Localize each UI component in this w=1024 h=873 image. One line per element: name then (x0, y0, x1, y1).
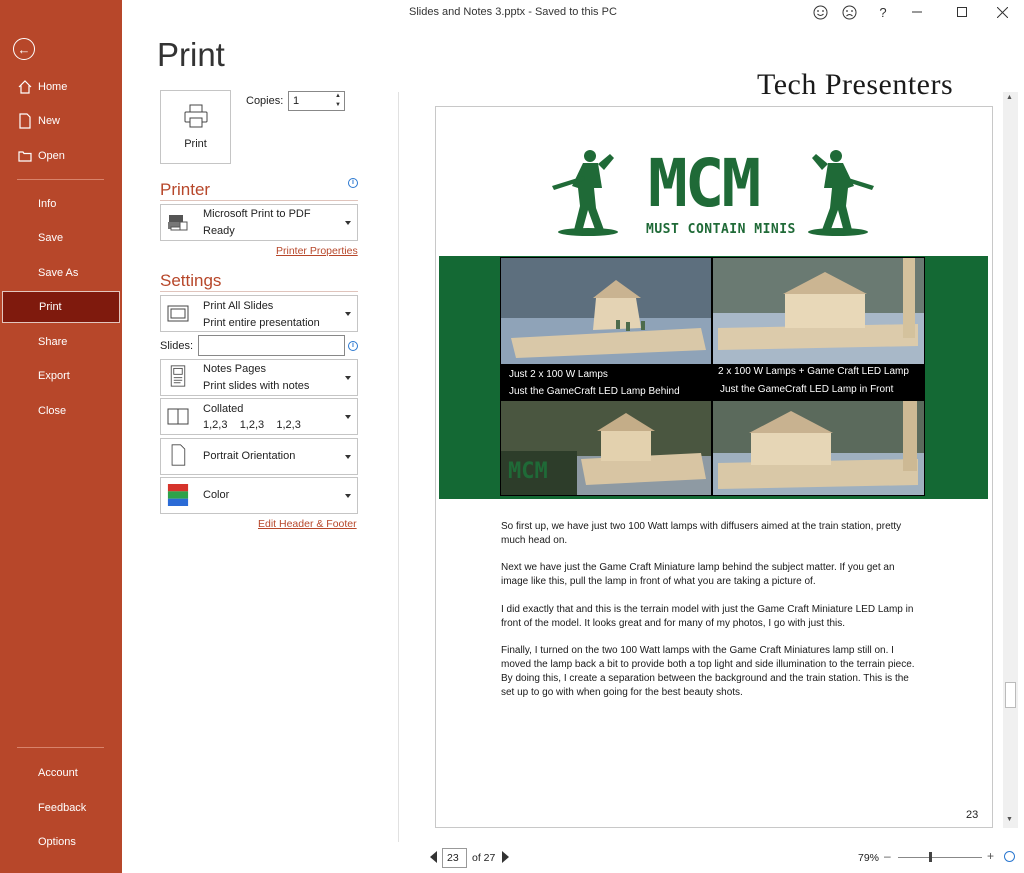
chevron-down-icon (345, 221, 351, 225)
print-range-subtitle: Print entire presentation (203, 317, 320, 329)
slide-photo-grid (500, 257, 925, 496)
soldier-silhouette-icon (806, 146, 876, 238)
nav-item-options[interactable] (0, 826, 122, 858)
caption-top-left-2: Just the GameCraft LED Lamp Behind (509, 386, 680, 397)
nav-item-share[interactable] (0, 326, 122, 358)
printer-properties-link[interactable]: Printer Properties (276, 245, 358, 257)
color-title: Color (203, 489, 230, 501)
zoom-to-page-icon[interactable] (1004, 851, 1015, 862)
close-window-icon[interactable] (991, 2, 1013, 22)
nav-label-account: Account (38, 767, 78, 779)
nav-label-new: New (38, 115, 61, 127)
preview-header-text: Tech Presenters (757, 68, 954, 101)
layout-dropdown[interactable] (160, 359, 358, 396)
nav-item-feedback[interactable] (0, 792, 122, 824)
layout-subtitle: Print slides with notes (203, 380, 310, 392)
zoom-in-icon[interactable]: + (987, 849, 995, 863)
page-number: 23 (966, 809, 979, 821)
page-title: Print (157, 36, 225, 73)
logo-text: MCM (648, 145, 759, 222)
page-number-input[interactable]: 23 (442, 848, 467, 868)
nav-item-open[interactable] (0, 140, 122, 172)
soldier-silhouette-icon (550, 146, 620, 238)
zoom-slider-thumb[interactable] (929, 852, 932, 862)
nav-label-feedback: Feedback (38, 802, 87, 814)
slides-input[interactable] (198, 335, 345, 356)
printer-icon (183, 104, 209, 128)
nav-label-save-as: Save As (38, 267, 79, 279)
slides-range-icon (167, 303, 189, 325)
collation-dropdown[interactable] (160, 398, 358, 435)
nav-label-info: Info (38, 198, 57, 210)
nav-item-save[interactable] (0, 222, 122, 254)
page-count-label: of 27 (472, 852, 496, 864)
printer-dropdown[interactable] (160, 204, 358, 241)
scroll-up-icon[interactable]: ▲ (1006, 94, 1013, 101)
zoom-slider[interactable] (898, 857, 982, 858)
print-button[interactable] (160, 90, 231, 164)
frown-feedback-icon[interactable] (838, 2, 860, 22)
printer-name: Microsoft Print to PDF (203, 208, 311, 220)
backstage-nav (0, 0, 122, 873)
orientation-dropdown[interactable] (160, 438, 358, 475)
zoom-level: 79% (858, 852, 880, 864)
edit-header-footer-link[interactable]: Edit Header & Footer (258, 518, 357, 530)
help-icon[interactable]: ? (879, 4, 887, 20)
notes-paragraph: Finally, I turned on the two 100 Watt lamps with the Game Craft Miniatures lamp still on. I moved the lamp back a bit to provide both a top light and side illumination to the terrain piece. By doing this, I create a separation between the background and the train station. This is the set up to go with when going for the best beauty shots. (501, 645, 915, 698)
nav-label-open: Open (38, 150, 65, 162)
next-page-icon[interactable] (502, 851, 509, 863)
printer-status: Ready (203, 225, 235, 237)
chevron-down-icon (345, 376, 351, 380)
printer-info-icon[interactable]: i (348, 178, 358, 188)
caption-top-right-2: Just the GameCraft LED Lamp in Front (720, 384, 894, 395)
photo-train-station-1 (501, 258, 711, 364)
nav-label-save: Save (38, 232, 64, 244)
nav-separator (17, 179, 104, 180)
caption-top-right-1: 2 x 100 W Lamps + Game Craft LED Lamp (718, 366, 909, 377)
photo-train-station-4 (713, 401, 924, 495)
nav-label-share: Share (38, 336, 68, 348)
maximize-icon[interactable] (951, 2, 973, 22)
copies-spinner[interactable]: ▲ ▼ (335, 93, 341, 108)
folder-icon (18, 148, 32, 164)
collated-icon (167, 406, 189, 428)
print-range-title: Print All Slides (203, 300, 274, 312)
photo-train-station-2 (713, 258, 924, 364)
chevron-down-icon (345, 312, 351, 316)
zoom-out-icon[interactable]: – (884, 849, 891, 863)
notes-pages-icon (167, 365, 189, 387)
home-icon (18, 79, 32, 95)
portrait-page-icon (167, 444, 189, 466)
nav-item-info[interactable] (0, 188, 122, 220)
nav-label-home: Home (38, 81, 68, 93)
photo-watermark-logo: MCM (508, 459, 548, 484)
print-button-label: Print (184, 138, 207, 150)
nav-label-options: Options (38, 836, 76, 848)
chevron-down-icon (345, 415, 351, 419)
nav-label-export: Export (38, 370, 70, 382)
printer-section-title: Printer (160, 180, 211, 199)
previous-page-icon[interactable] (430, 851, 437, 863)
settings-section-title: Settings (160, 271, 222, 290)
nav-separator (17, 747, 104, 748)
mcm-logo (548, 144, 878, 244)
notes-paragraph: Next we have just the Game Craft Miniature lamp behind the subject matter. If you get an image like this, pull the lamp in front of what you are taking a picture of. (501, 562, 895, 588)
scroll-down-icon[interactable]: ▼ (1006, 816, 1013, 823)
color-dropdown[interactable] (160, 477, 358, 514)
notes-paragraph: I did exactly that and this is the terrain model with just the Game Craft Miniature LED Lamp in front of the model. It looks great and for many of my photos, I go with just this. (501, 603, 914, 629)
back-arrow-icon[interactable]: ← (13, 38, 35, 60)
preview-scrollbar[interactable] (1003, 92, 1018, 828)
caption-top-left-1: Just 2 x 100 W Lamps (509, 369, 608, 380)
window-title: Slides and Notes 3.pptx - Saved to this PC (409, 6, 617, 18)
copies-label: Copies: (246, 95, 284, 107)
new-document-icon (18, 113, 32, 129)
pane-divider (398, 92, 399, 842)
logo-subtext: MUST CONTAIN MINIS (646, 222, 796, 237)
collation-title: Collated (203, 403, 244, 415)
minimize-icon[interactable] (906, 2, 928, 22)
print-range-dropdown[interactable] (160, 295, 358, 332)
nav-item-home[interactable] (0, 71, 122, 103)
layout-title: Notes Pages (203, 363, 266, 375)
chevron-down-icon (345, 494, 351, 498)
notes-paragraph: So first up, we have just two 100 Watt lamps with diffusers aimed at the train station, pretty much head on. (501, 521, 902, 546)
speaker-notes (501, 520, 921, 713)
nav-item-export[interactable] (0, 360, 122, 392)
nav-item-close[interactable] (0, 395, 122, 427)
chevron-down-icon (345, 455, 351, 459)
nav-label-close: Close (38, 405, 67, 417)
section-divider (160, 291, 358, 292)
scrollbar-thumb[interactable] (1005, 682, 1016, 708)
orientation-title: Portrait Orientation (203, 450, 296, 462)
nav-item-new[interactable] (0, 105, 122, 137)
title-bar (122, 0, 1024, 26)
slides-label: Slides: (160, 340, 194, 352)
section-divider (160, 200, 358, 201)
nav-item-print[interactable] (2, 291, 120, 323)
slides-info-icon[interactable]: i (348, 341, 358, 351)
collation-subtitle: 1,2,3 1,2,3 1,2,3 (203, 419, 301, 431)
copies-input[interactable]: 1 (288, 91, 345, 111)
nav-item-save-as[interactable] (0, 257, 122, 289)
nav-item-account[interactable] (0, 757, 122, 789)
printer-device-icon (167, 212, 189, 234)
nav-label-print: Print (39, 301, 62, 313)
color-swatch-icon (167, 484, 189, 506)
smile-feedback-icon[interactable] (809, 2, 831, 22)
